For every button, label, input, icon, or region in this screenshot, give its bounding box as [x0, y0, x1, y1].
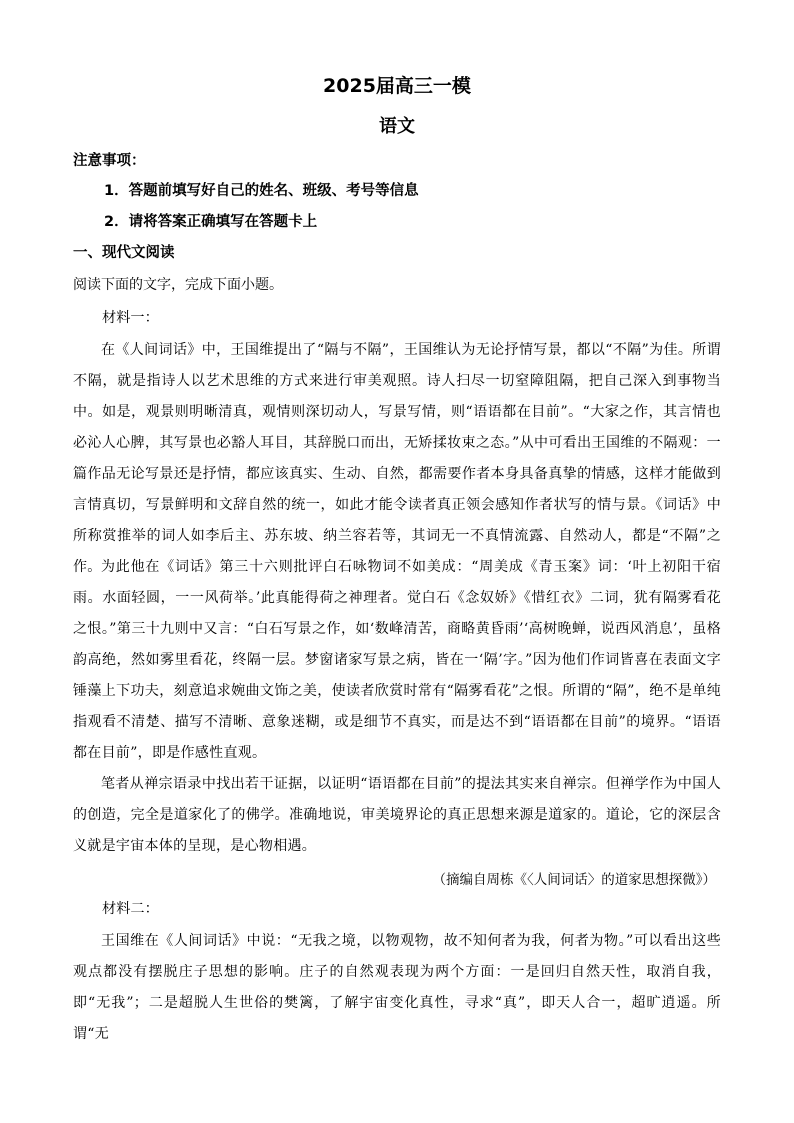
paragraph: 笔者从禅宗语录中找出若干证据，以证明“语语都在目前”的提法其实来自禅宗。但禅学作为中国人的创造，完全是道家化了的佛学。准确地说，审美境界论的真正思想来源是道家的。道论，它的深层含义就是宇宙本体的呈现，是心物相遇。 [73, 776, 721, 854]
paragraph: 王国维在《人间词话》中说：“无我之境，以物观物，故不知何者为我，何者为物。”可以看出这些观点都没有摆脱庄子思想的影响。庄子的自然观表现为两个方面：一是回归自然天性，取消自我，即“无我”；二是超脱人生世俗的樊篱，了解宇宙变化真性，寻求“真”，即天人合一，超旷逍遥。所谓“无 [73, 933, 721, 1042]
notice-item: 1．答题前填写好自己的姓名、班级、考号等信息 [104, 183, 419, 199]
section-instruction: 阅读下面的文字，完成下面小题。 [73, 277, 283, 293]
subject-title: 语文 [379, 116, 415, 137]
material-label: 材料二： [102, 901, 159, 917]
exam-title: 2025届高三一模 [323, 75, 471, 97]
source-citation: （摘编自周栋《〈人间词话〉的道家思想探微》） [432, 872, 716, 888]
notice-heading: 注意事项： [73, 153, 146, 169]
section-heading: 一、现代文阅读 [73, 245, 175, 261]
paragraph: 为此他在《词话》第三十六则批评白石咏物词不如美成：“周美成《青玉案》词：‘叶上初阳干宿雨。水面轻圆，一一风荷举。’此真能得荷之神理者。觉白石《念奴娇》《惜红衣》二词，犹有隔雾看花之恨。”第三十九则中又言：“白石写景之作，如‘数峰清苦，商略黄昏雨’‘高树晚蝉，说西风消息’，虽格韵高绝，然如雾里看花，终隔一层。梦窗诸家写景之病，皆在一‘隔’字。”因为他们作词皆喜在表面文字锤藻上下功夫，刻意追求婉曲文饰之美，使读者欣赏时常有“隔雾看花”之恨。所谓的“隔”，绝不是单纯指观看不清楚、描写不清晰、意象迷糊，或是细节不真实，而是达不到“语语都在目前”的境界。“语语都在目前”，即是作感性直观。 [73, 559, 721, 761]
notice-item: 2．请将答案正确填写在答题卡上 [104, 214, 318, 230]
paragraph: 在《人间词话》中，王国维提出了“隔与不隔”，王国维认为无论抒情写景，都以“不隔”为佳。所谓不隔，就是指诗人以艺术思维的方式来进行审美观照。诗人扫尽一切窒障阻隔，把自己深入到事物当中。如是，观景则明晰清真，观情则深切动人，写景写情，则“语语都在目前”。“大家之作，其言情也必沁人心脾，其写景也必豁人耳目，其辞脱口而出，无矫揉妆束之态。”从中可看出王国维的不隔观：一篇作品无论写景还是抒情，都应该真实、生动、自然，都需要作者本身具备真挚的情感，这样才能做到言情真切，写景鲜明和文辞自然的统一，如此才能令读者真正领会感知作者状写的情与景。《词话》中所称赏推举的词人如李后主、苏东坡、纳兰容若等，其词无一不真情流露、自然动人，都是“不隔”之作。 [73, 342, 721, 575]
material-label: 材料一： [102, 310, 159, 326]
